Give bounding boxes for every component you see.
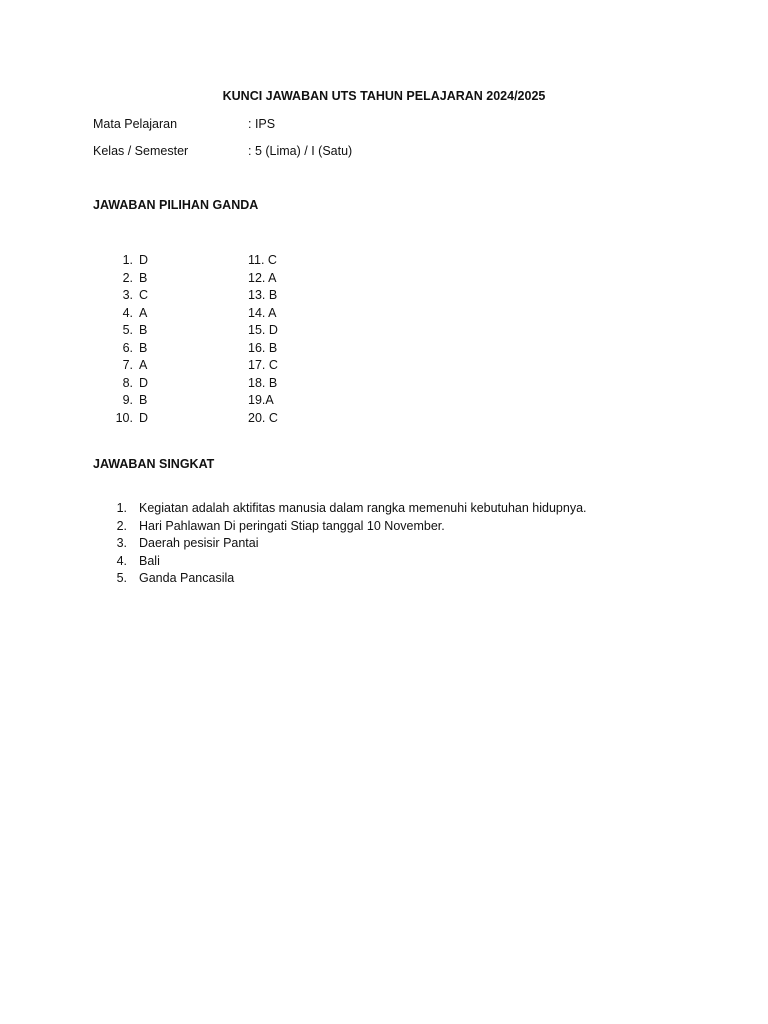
list-item xyxy=(93,252,493,270)
document-title: KUNCI JAWABAN UTS TAHUN PELAJARAN 2024/2025 xyxy=(222,89,546,103)
item-answer-right: 12. A xyxy=(248,270,277,285)
item-answer-right: 20. C xyxy=(248,410,278,425)
item-number: 7. xyxy=(122,358,133,372)
list-item xyxy=(93,500,693,518)
item-answer-right: 14. A xyxy=(248,305,277,320)
list-item xyxy=(93,410,493,428)
item-answer-right: 17. C xyxy=(248,358,278,372)
item-number: 9. xyxy=(122,393,133,407)
item-answer-right: 19.A xyxy=(248,393,274,407)
list-item xyxy=(93,570,693,588)
item-number: 6. xyxy=(122,340,133,355)
list-item xyxy=(93,270,493,288)
item-number: 10. xyxy=(115,410,133,425)
meta-row-subject xyxy=(93,116,693,132)
list-item xyxy=(93,535,693,553)
short-answer-heading: JAWABAN SINGKAT xyxy=(93,457,215,471)
list-item xyxy=(93,357,493,375)
item-answer-right: 16. B xyxy=(248,340,278,355)
item-answer: B xyxy=(139,393,148,407)
meta-value: : IPS xyxy=(248,117,276,131)
item-number: 1. xyxy=(122,253,133,267)
list-item xyxy=(93,287,493,305)
item-answer: C xyxy=(139,288,149,302)
item-answer: B xyxy=(139,340,148,355)
item-answer-right: 13. B xyxy=(248,288,278,302)
item-text: Kegiatan adalah aktifitas manusia dalam rangka memenuhi kebutuhan hidupnya. xyxy=(139,501,587,515)
item-answer-right: 18. B xyxy=(248,375,278,390)
item-answer-right: 15. D xyxy=(248,323,278,337)
list-item xyxy=(93,375,493,393)
item-text: Daerah pesisir Pantai xyxy=(139,536,259,550)
item-answer: A xyxy=(139,305,148,320)
multiple-choice-heading: JAWABAN PILIHAN GANDA xyxy=(93,198,259,212)
list-item xyxy=(93,553,693,571)
short-answer-list xyxy=(93,500,693,588)
list-item xyxy=(93,518,693,536)
item-number: 4. xyxy=(122,305,133,320)
item-number: 3. xyxy=(116,536,127,550)
meta-label: Mata Pelajaran xyxy=(93,117,178,131)
list-item xyxy=(93,392,493,410)
item-number: 1. xyxy=(116,501,127,515)
item-answer: D xyxy=(139,410,149,425)
item-number: 3. xyxy=(122,288,133,302)
item-number: 4. xyxy=(116,553,127,568)
item-text: Hari Pahlawan Di peringati Stiap tanggal 10 November. xyxy=(139,518,445,533)
meta-row-class-semester xyxy=(93,143,693,159)
item-answer: B xyxy=(139,323,148,337)
meta-value: : 5 (Lima) / I (Satu) xyxy=(248,144,353,158)
item-text: Bali xyxy=(139,553,160,568)
list-item xyxy=(93,322,493,340)
item-answer: B xyxy=(139,270,148,285)
item-answer: D xyxy=(139,375,149,390)
meta-label: Kelas / Semester xyxy=(93,144,189,158)
list-item xyxy=(93,305,493,323)
item-number: 2. xyxy=(116,518,127,533)
item-answer: D xyxy=(139,253,149,267)
item-number: 8. xyxy=(122,375,133,390)
item-answer: A xyxy=(139,358,148,372)
item-number: 5. xyxy=(116,571,127,585)
item-text: Ganda Pancasila xyxy=(139,571,235,585)
multiple-choice-list xyxy=(93,252,493,427)
list-item xyxy=(93,340,493,358)
item-number: 5. xyxy=(122,323,133,337)
item-answer-right: 11. C xyxy=(248,253,277,267)
item-number: 2. xyxy=(122,270,133,285)
